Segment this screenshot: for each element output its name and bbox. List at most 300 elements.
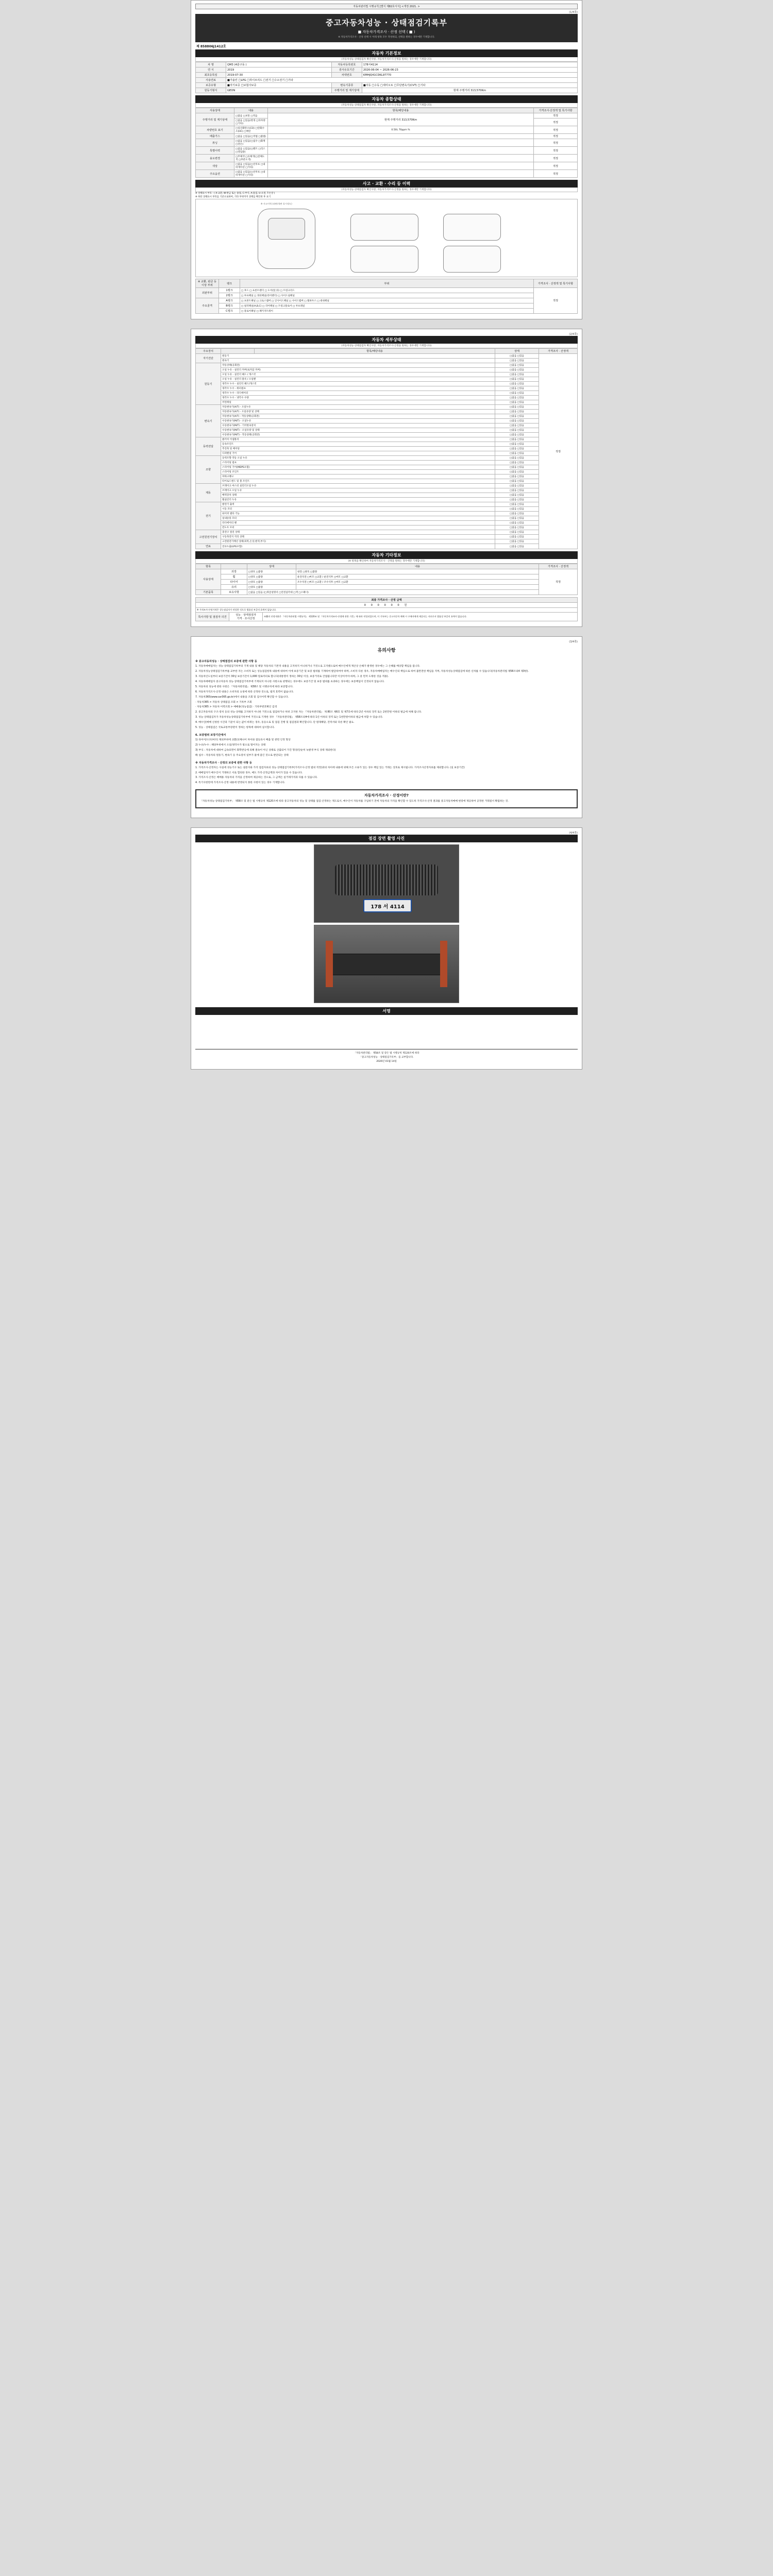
others-key: 유리 <box>221 585 247 590</box>
overall-right-value: 적정 <box>534 155 578 162</box>
detail-row <box>196 414 578 419</box>
document-subnote: ※ 자동차가격조사 · 산정 선택 시 아래 항목 모두 작성하되, 선택을 원하는 경우에만 기재합니다. <box>338 36 435 39</box>
detail-item-state[interactable]: □없음 □있음 <box>495 512 539 516</box>
detail-row <box>196 484 578 488</box>
detail-item-label: 수동변속기(M/T) - 기어변속장치 <box>221 423 495 428</box>
notice-paragraph: 3. 가격조사·산정은 매매용 자동차의 가격을 산정하여 제공하는 것으로, 그 금액은 실거래가격과 다를 수 있습니다. <box>195 776 318 779</box>
others-detail: □없음 □있음 (□취급설명서 □안전삼각대 □잭 □스패너) <box>247 590 539 595</box>
detail-item-state[interactable]: □없음 □있음 <box>495 498 539 502</box>
others-value: □양호 □불량 <box>247 569 296 574</box>
detail-item-label: 원동기 <box>221 354 495 359</box>
detail-item-state[interactable]: □없음 □있음 <box>495 470 539 474</box>
overall-right-value: 적정 <box>534 147 578 155</box>
inspector-label: 성능 · 상태점검자 <box>235 614 257 617</box>
detail-item-label: 수동변속기(M/T) - 오일유량 및 상태 <box>221 428 495 433</box>
overall-row-detail: □없음 □있음(□선루프 □내비게이션 □기타) <box>234 170 268 178</box>
detail-item-state[interactable]: □없음 □있음 <box>495 382 539 386</box>
basic-row-value: ■자동 □수동 □세미오토 □무단변속기(CVT) □기타 <box>362 83 577 88</box>
detail-item-label: 추진축 및 베어링 <box>221 447 495 451</box>
overall-row-detail: □없음 □있음(변경 □타차량 □기타) <box>234 118 268 126</box>
detail-row <box>196 521 578 526</box>
detail-group-label: 조향 <box>196 456 221 484</box>
document-header <box>195 14 578 42</box>
detail-item-state[interactable]: □없음 □있음 <box>495 354 539 359</box>
detail-row <box>196 442 578 447</box>
detail-item-label: 브레이크 오일 누유 <box>221 488 495 493</box>
overall-row-detail: □없음 □있음(□렌트 □리스 □영업용) <box>234 147 268 155</box>
accident-panel-table <box>195 279 578 314</box>
car-roof-area <box>268 218 305 240</box>
others-side-label: 사용상태 <box>196 569 221 590</box>
notice-paragraph: 4. 매수인(매매 신청한 시간과 기준이 되는 값이 바뀌는 경우, 동등으로 및 점검 진행 및 점검결과 확인합니다. 단 원래해당, 견적서와 다른 확인 필요. <box>195 721 355 724</box>
final-price-value: 0 0 0 0 0 0 원 <box>196 603 578 608</box>
others-col-4: 가격조사 · 산정액 <box>539 564 578 569</box>
detail-item-label: 윈도우 모터 <box>221 526 495 530</box>
detail-item-label: 디퍼렌셜 기어 <box>221 451 495 456</box>
inner-text: □ 플로어패널 □ 패키지트레이 <box>240 309 534 314</box>
definition-box <box>195 789 578 808</box>
others-value: □양호 □불량 <box>247 585 296 590</box>
detail-item-state[interactable]: □없음 □있음 <box>495 400 539 405</box>
notice-paragraph: · 자동차365 > 자동차 이력조회 > 매매용(성능점검) · 기록부번호확인 검색 <box>195 706 277 709</box>
detail-item-label: 등속조인트 <box>221 442 495 447</box>
overall-row-label: 배출가스 <box>196 134 234 139</box>
detail-row <box>196 498 578 502</box>
detail-group-label: 고전원전기장치 <box>196 530 221 544</box>
car-side-left <box>350 214 418 241</box>
overall-row-label: 주요옵션 <box>196 170 234 178</box>
detail-item-state[interactable]: □없음 □있음 <box>495 461 539 465</box>
signature-statement <box>195 1049 578 1063</box>
detail-row <box>196 428 578 433</box>
detail-row <box>196 502 578 507</box>
detail-table-body <box>196 354 578 549</box>
detail-item-state[interactable]: □없음 □있음 <box>495 437 539 442</box>
others-value: □양호 □불량 <box>247 574 296 580</box>
detail-item-state[interactable]: □없음 □있음 <box>495 396 539 400</box>
outer-panel-label: 외판부위 <box>196 288 219 298</box>
detail-item-label: 냉각수 누수 - 워터펌프 <box>221 386 495 391</box>
basic-info-table <box>195 62 578 93</box>
detail-row <box>196 363 578 368</box>
detail-item-state[interactable]: □없음 □있음 <box>495 484 539 488</box>
overall-row-label: 차량번호 표기 <box>196 126 234 134</box>
lift-arm-right <box>440 941 447 987</box>
basic-row-label: 보증유형 <box>196 83 226 88</box>
basic-row-value: KMHJQ41CDKL97770 <box>362 73 577 78</box>
basic-row-label: 차 명 <box>196 62 226 67</box>
detail-group-label: 연료 <box>196 544 221 549</box>
diagram-caption: ※ 사고이력 (외판/내판 표시정도) <box>261 202 292 206</box>
detail-row <box>196 535 578 539</box>
detail-row <box>196 461 578 465</box>
detail-item-state[interactable]: □없음 □있음 <box>495 456 539 461</box>
basic-row-label: 변속기종류 <box>331 83 362 88</box>
detail-item-state[interactable]: □없음 □있음 <box>495 474 539 479</box>
basic-row-value: 2019 <box>226 67 332 73</box>
overall-row-detail: □없음 □있음(□침수 □화재 □전손) <box>234 139 268 147</box>
signature-title-bar: 서명 <box>195 1007 578 1015</box>
signature-line-2: 「중고자동차성능 · 상태점검기록부」를 교부합니다. <box>359 1056 414 1059</box>
overall-right-value: 적정 <box>534 170 578 178</box>
detail-item-label: 와이퍼 델타 기능 <box>221 512 495 516</box>
detail-item-state[interactable]: □없음 □있음 <box>495 516 539 521</box>
detail-item-state[interactable]: □없음 □있음 <box>495 391 539 396</box>
detail-col-1 <box>221 349 255 354</box>
detail-row <box>196 526 578 530</box>
overall-row-detail: □많음 □보통 □적음 <box>234 113 268 118</box>
notice-paragraph: 3. 자동차인도일부터 보증기간이 30일 보증기간이 1,000 킬로미터로 합니다(대통령이 정하는 30일 이상, 보증거리로 간접됩니다만 이상이어야 하며, 그 중 먼저 도래한 것을 적용). <box>195 675 389 679</box>
overall-row-detail: □일산화탄소(CO) □탄화수소(HC) □매연 <box>234 126 268 134</box>
car-side-right <box>350 246 418 273</box>
section-detail-bar: 자동차 세부상태 <box>195 336 578 344</box>
detail-row <box>196 479 578 484</box>
notice-section-1-body <box>195 665 578 709</box>
detail-item-state[interactable]: □없음 □있음 <box>495 372 539 377</box>
section-basic-bar: 자동차 기본정보 <box>195 49 578 57</box>
detail-item-state[interactable]: □없음 □있음 <box>495 377 539 382</box>
detail-row <box>196 507 578 512</box>
detail-item-state[interactable]: □없음 □있음 <box>495 423 539 428</box>
others-detail <box>296 585 539 590</box>
car-rear-view <box>443 246 501 273</box>
detail-item-label: 냉각수 누수 - 냉각수 수량 <box>221 396 495 400</box>
basic-row-value: 2019-07-30 <box>226 73 332 78</box>
detail-item-label: 충전구 절연 상태 <box>221 530 495 535</box>
panel-rank-head: 랭크 <box>219 279 240 288</box>
detail-row <box>196 530 578 535</box>
detail-item-state[interactable]: □없음 □있음 <box>495 479 539 484</box>
detail-row <box>196 433 578 437</box>
others-detail: 조수석전 □마모 □교환 / 조수석후 □마모 □교환 <box>296 580 539 585</box>
lift-arm-left <box>326 941 333 987</box>
overall-right-value: 적정 <box>534 126 578 134</box>
detail-item-label: 자동변속기(A/T) - 작동상태(공회전) <box>221 414 495 419</box>
signature-line-1: 「자동차관리법」 제58조 및 같은 법 시행규칙 제120조에 따라 <box>354 1052 419 1055</box>
detail-item-state[interactable]: □없음 □있음 <box>495 428 539 433</box>
notice-paragraph: 6. 자동차가격조사·산정 내용은 소비자의 요청에 따라 산정한 것으로, 법적 효력이 없습니다. <box>195 690 294 693</box>
notice-section-3-body <box>195 738 578 758</box>
detail-row <box>196 405 578 410</box>
accident-right-value: 적정 <box>534 288 578 314</box>
others-col-0: 항목 <box>196 564 221 569</box>
detail-row <box>196 456 578 461</box>
detail-item-state[interactable]: □없음 □있음 <box>495 410 539 414</box>
overall-right-value: 적정 <box>534 139 578 147</box>
others-value: □양호 □불량 <box>247 580 296 585</box>
inner-text: □ 프론트패널 □ 크로스멤버 □ 인사이드패널 □ 사이드멤버 □ 휠하우스 □ 대쉬패널 <box>240 298 534 303</box>
overall-row-detail: □무채색 □유채색(□전체도색 □부분도색) <box>234 155 268 162</box>
detail-item-state[interactable]: □없음 □있음 <box>495 442 539 447</box>
detail-row <box>196 354 578 359</box>
basic-row-value: QM3 (4륜구동 ) <box>226 62 332 67</box>
detail-row <box>196 488 578 493</box>
detail-item-state[interactable]: □없음 □있음 <box>495 488 539 493</box>
section-overall-sub: (자동차성능·상태점검자 확인사항, 자동차가격조사·산정을 원하는 경우에만 기재합니다) <box>195 103 578 108</box>
detail-row <box>196 447 578 451</box>
detail-item-state[interactable]: □없음 □있음 <box>495 535 539 539</box>
detail-col-0: 주요장치 <box>196 349 221 354</box>
overall-row-detail: □없음 □있음(□적법 □불법) <box>234 134 268 139</box>
photo-underbody-view <box>314 925 459 1003</box>
photo-front-view <box>314 844 459 923</box>
panel-head: ※ 교환, 판금 등 이상 부위 <box>196 279 219 288</box>
accident-legend-1: ※ 상태표시 부호 : ( X:교환, W:판금 또는 용접, C:부식, A:흠집, U:요철, T:손상 ) <box>195 192 275 195</box>
section-accident-bar: 사고 · 교환 · 수리 등 이력 <box>195 180 578 188</box>
lift-platform <box>330 954 444 975</box>
basic-row-label: 사용연료 <box>196 78 226 83</box>
license-plate: 178 서 4114 <box>363 899 412 912</box>
detail-item-label: 스티어링 조인트 <box>221 470 495 474</box>
notice-paragraph: 1) 타이어/소모(마모) 제외부위에 교환/교체나이 차이와 점등표시 배출 및 관련 인정 형상 <box>195 739 291 741</box>
detail-row <box>196 391 578 396</box>
detail-item-label: 변속기 <box>221 359 495 363</box>
detail-group-label: 원동기 <box>196 363 221 405</box>
detail-item-label: 발전기 출력 <box>221 502 495 507</box>
detail-item-state[interactable]: □없음 □있음 <box>495 414 539 419</box>
overall-gas-value: 0.50L 70ppm % <box>268 126 534 134</box>
others-detail: 운전석전 □마모 □교환 / 운전석후 □마모 □교환 <box>296 574 539 580</box>
notice-section-4-body <box>195 766 578 786</box>
detail-item-label: 구동축전지 격리 상태 <box>221 535 495 539</box>
overall-col-0: 사용상태 <box>196 108 234 113</box>
overall-table <box>195 108 578 178</box>
detail-row <box>196 368 578 372</box>
form-legal-note: 자동차관리법 시행규칙 [별지 제82호서식] <개정 2021. > <box>195 4 578 9</box>
notice-paragraph: 3. 성능·상태점검자가 자동차성능상태점검기록부에 거짓으로 기재한 경우 『자동차관리법』 제58조의4에 따라 1년 이하의 징역 또는 1천만원이하의 벌금에 처할 수 있습니다. <box>195 716 383 719</box>
inner-text: □ 필러패널(A,B,C) □ 리어패널 □ 트렁크플로어 □ 루프레일 <box>240 303 534 309</box>
detail-item-label: 라디에이터 팬 <box>221 521 495 526</box>
overall-mileage-readout: 현재 주행거리 313,570Km <box>268 113 534 126</box>
detail-state-table <box>195 348 578 549</box>
final-price-title: 최종 가격조사 · 산정 금액 <box>196 598 578 603</box>
notice-paragraph: 4. 특기사항란에 가격조사·산정 내용에 반영되지 못한 사항이 있는 경우 기재합니다. <box>195 782 285 785</box>
legal-statement: 조費의 산정내용은 『자동차관리법 시행규칙』 제120조 및 『자동차가격조사·산정에 관한 기준』에 따라 작성되었으며, 이 기록부는 중고자동차 매매 시 구매자에게 제공되는 자료로서 법률상 보증의 효력이 없습니다. <box>263 613 578 621</box>
detail-item-label: 냉각수 누수 - 라디에이터 <box>221 391 495 396</box>
basic-row-value: 2026-06-04 ~ 2026-06-23 <box>362 67 577 73</box>
detail-item-state[interactable]: □없음 □있음 <box>495 544 539 549</box>
car-front-view <box>443 214 501 241</box>
detail-item-label: 파워크랭크 <box>221 474 495 479</box>
detail-item-state[interactable]: □없음 □있음 <box>495 526 539 530</box>
basic-row-value: 178서4114 <box>362 62 577 67</box>
others-col-2: 상태 <box>247 564 296 569</box>
detail-row <box>196 410 578 414</box>
detail-col-1b: 항목/해당내용 <box>255 349 495 354</box>
detail-row <box>196 539 578 544</box>
others-basic-items-label: 기본품목 <box>196 590 221 595</box>
inner-frame-label: 주요골격 <box>196 298 219 314</box>
detail-group-label: 제동 <box>196 484 221 502</box>
overall-right-value: 적정 <box>534 162 578 170</box>
inner-rank: A랭크 <box>219 298 240 303</box>
notice-paragraph: 4. 자동차매매업자 중고자동차 성능·상태점검기록부에 기재되지 아니한 사항으로 판명되는 경우에도 보증기간 및 보증 범위를 초과하는 경우에는 보증책임이 인정되지 않습니다. <box>195 680 385 683</box>
detail-row <box>196 470 578 474</box>
basic-row-label: 최초등록일 <box>196 73 226 78</box>
others-right-value: 적정 <box>539 569 578 595</box>
overall-row-detail: □없음 □있음(□선루프 □내비게이션 □기타) <box>234 162 268 170</box>
definition-title: 자동차가격조사 · 산정이란? <box>364 793 409 798</box>
detail-group-label: 동력전달 <box>196 437 221 456</box>
detail-item-state[interactable]: □없음 □있음 <box>495 521 539 526</box>
overall-row-label: 색상 <box>196 162 234 170</box>
notice-section-3-head: 6. 보증범위 보장기간에서 <box>195 734 226 737</box>
opinion-label: 특이사항 및 점검자 의견 <box>196 613 229 621</box>
section-overall-bar: 자동차 종합상태 <box>195 95 578 103</box>
detail-item-state[interactable]: □없음 □있음 <box>495 405 539 410</box>
overall-row-label: 특별이력 <box>196 147 234 155</box>
overall-col-2: 항목/해당내용 <box>268 108 534 113</box>
detail-item-label: 냉각수 누수 - 실린더 헤드/개스킷 <box>221 382 495 386</box>
notice-paragraph: 2) 누유/누수 : 해당부위에서 오일/냉각수가 밖으로 떨어지는 상태 <box>195 743 266 747</box>
overall-right-value: 적정 <box>534 134 578 139</box>
detail-item-state[interactable]: □없음 □있음 <box>495 451 539 456</box>
signature-line-3: 2026년 01월 14일 <box>376 1060 397 1063</box>
signature-area <box>195 1015 578 1046</box>
notice-paragraph: 1. 가격조사·산정자는 사실에 성능기구 또는 설문지와 가격 점검자료의 성능·상태점검기록부(가격조사·산정 범위 적정)과의 차이에 내용에 위해 모든 오류가 있는 경우 책임 있는 거래는 상호로 제시됩니다. 가격조사산정자료를 제외합니다. (실 보증기간) <box>195 766 465 769</box>
detail-group-label: 자기진단 <box>196 354 221 363</box>
notice-paragraph: 5. 자동차의 성능에 관한 사항은 『자동차관리법』 제58조 및 시행규칙에 따라 보증합니다. <box>195 685 293 688</box>
detail-item-label: 브레이크 마스터 실린더오일 누유 <box>221 484 495 488</box>
detail-item-label: 시동 모터 <box>221 507 495 512</box>
inspection-photos <box>195 844 578 1003</box>
detail-right-value: 적정 <box>539 354 578 549</box>
page-number-4: (4/4쪽) <box>569 832 578 835</box>
accident-legend-2: ※ 하단 상태표시 부호를 기준으로하여, 기타 부위까지 상태를 확인한 후 표기 <box>195 195 271 198</box>
notice-paragraph: 2. 자동차성능상태점검기록부를 교부한 자는 소비자 또는 성능점검항목 내용에 대하여 이에 보증기간 및 보증 범위를 기재하여 발급하여야 하며, 소비자 다른 경우, 자동차매매업자는 매수인의 책임으로 하여 불완전한 책임을 지며, 자동차성능상태점검에 따른 신차를 수 있습니다(자동차관리법 제58조의4 제3항). <box>195 670 529 673</box>
detail-item-state[interactable]: □없음 □있음 <box>495 433 539 437</box>
detail-item-state[interactable]: □없음 □있음 <box>495 419 539 423</box>
section-basic-sub: (자동차성능·상태점검자 확인사항, 자동차가격조사·산정을 원하는 경우에만 기재합니다) <box>195 57 578 62</box>
detail-item-label: 커먼레일 <box>221 400 495 405</box>
detail-col-3: 가격조사 · 산정액 <box>539 349 578 354</box>
page-number-1: (1/4쪽) <box>569 11 578 14</box>
basic-row-label: 검사유효기간 <box>331 67 362 73</box>
notice-paragraph: 3) 부식 : 자동차에 대하여 금속표면이 화학반응에 의해 결속이 아닌 상태로 산출되어 가진 형상(단순히 녹발생 부식 상태 제외한다) <box>195 749 336 752</box>
detail-item-label: 클러치 어셈블리 <box>221 437 495 442</box>
inner-rank: B랭크 <box>219 303 240 309</box>
photos-title-bar: 점검 장면 촬영 사진 <box>195 835 578 842</box>
engine-type-label: 원동기형식 <box>196 88 226 93</box>
others-col-3: 내용 <box>296 564 539 569</box>
detail-item-label: 자동변속기(A/T) - 오일누유 <box>221 405 495 410</box>
others-key: 보유사항 <box>221 590 247 595</box>
notice-paragraph: 2. 중고자동차의 구조·장치 등의 성능·상태를 고지하지 아니한 거짓으로 점검하거나 허위 고지한 자는 『자동차관리법』 제 80조 제6호 및 제7호에 따라 2년 이하의 징역 또는 2천만원 이하의 벌금에 처해 집니다. <box>195 711 422 714</box>
notice-title: 유의사항 <box>377 648 396 654</box>
vehicle-grille <box>335 865 438 895</box>
others-key: 휠 <box>221 574 247 580</box>
detail-item-state[interactable]: □없음 □있음 <box>495 363 539 368</box>
detail-row <box>196 512 578 516</box>
detail-item-label: 휠실린더 누유 <box>221 498 495 502</box>
panel-content-head: 부위 <box>240 279 534 288</box>
detail-item-label: 배력장치 상태 <box>221 493 495 498</box>
overall-right-value: 적정 <box>534 118 578 126</box>
notice-section-1-head: ※ 중고자동차성능 · 상태점검의 보증에 관한 사항 등 <box>195 660 257 664</box>
detail-item-label: 연료누출(LPG포함) <box>221 544 495 549</box>
detail-row <box>196 516 578 521</box>
overall-col-3: 가격조사·산정액 및 특기사항 <box>534 108 578 113</box>
detail-item-state[interactable]: □없음 □있음 <box>495 493 539 498</box>
engine-type-value: GEON <box>226 88 332 93</box>
others-key: 타이어 <box>221 580 247 585</box>
detail-item-state[interactable]: □없음 □있음 <box>495 386 539 391</box>
overall-row-label: 튜닝 <box>196 139 234 147</box>
others-table <box>195 564 578 595</box>
sheet-page-4 <box>191 827 582 1069</box>
inner-rank: C랭크 <box>219 309 240 314</box>
section-others-bar: 자동차 기타정보 <box>195 551 578 559</box>
detail-row <box>196 493 578 498</box>
overall-row-label: 용도변경 <box>196 155 234 162</box>
detail-item-label: 실내송풍 모터 <box>221 516 495 521</box>
detail-item-label: 수동변속기(M/T) - 오일누유 <box>221 419 495 423</box>
detail-row <box>196 437 578 442</box>
notice-section-4-head: ※ 자동차가격조사 · 산정의 보증에 관한 사항 등 <box>195 761 252 765</box>
mileage-label: 주행거리 및 계기상태 <box>331 88 362 93</box>
panel-right-head: 가격조사 · 산정액 및 특기사항 <box>534 279 578 288</box>
document-title: 중고자동차성능 · 상태점검기록부 <box>325 18 447 27</box>
notice-paragraph: · 자동차365 > 자동차 상태점검 조회 > 기록부 조회 <box>195 701 252 704</box>
detail-row <box>196 377 578 382</box>
notice-section-2-body <box>195 710 578 730</box>
document-number: 제 858806J1412호 <box>196 45 226 48</box>
section-detail-sub: (자동차성능·상태점검자 확인사항, 자동차가격조사·산정을 원하는 경우에만 기재합니다) <box>195 344 578 348</box>
detail-row <box>196 451 578 456</box>
detail-item-label: 스티어링 펌프 <box>221 461 495 465</box>
detail-row <box>196 544 578 549</box>
final-price-table <box>195 597 578 621</box>
detail-item-state[interactable]: □없음 □있음 <box>495 447 539 451</box>
detail-item-state[interactable]: □없음 □있음 <box>495 530 539 535</box>
basic-row-value: ■가솔린 □LPG □하이브리드 □전기 □수소전기 □기타 <box>226 78 578 83</box>
price-assessor-label: 가격 · 조사산정 <box>237 617 255 621</box>
detail-group-label: 전기 <box>196 502 221 530</box>
detail-item-state[interactable]: □없음 □있음 <box>495 368 539 372</box>
notice-paragraph: 1. 자동차매매업자는 성능·상태점검기록부의 기재 내용 및 해당 자동차의 기본적 내용을 고지하지 아니하거나 거짓으로 고지했으로써 매수인에게 재산상 손해가 발생한 경우에는 그 손해를 배상할 책임을 집니다. <box>195 665 421 668</box>
overall-row-label: 주행거리 및 계기상태 <box>196 113 234 126</box>
detail-row <box>196 396 578 400</box>
mileage-value: 현재 주행거리 313,570Km <box>362 88 577 93</box>
outer-text-1: □ 후드 □ 프론트펜더 □ 도어(앞,뒤) □ 트렁크리드 <box>240 288 534 293</box>
page-number-2: (2/4쪽) <box>569 333 578 336</box>
detail-group-label: 변속기 <box>196 405 221 437</box>
detail-item-state[interactable]: □없음 □있음 <box>495 359 539 363</box>
detail-item-state[interactable]: □없음 □있음 <box>495 502 539 507</box>
detail-item-label: 타이로드엔드 및 볼 조인트 <box>221 479 495 484</box>
detail-item-state[interactable]: □없음 □있음 <box>495 465 539 470</box>
sheet-page-2 <box>191 329 582 627</box>
basic-row-label: 차대번호 <box>331 73 362 78</box>
detail-item-label: 스티어링 기어(MDPS포함) <box>221 465 495 470</box>
section-others-sub: (※ 항목을 확인하여 자동차가격조사 · 산정을 원하는 경우에만 기재합니다) <box>195 559 578 564</box>
detail-item-state[interactable]: □없음 □있음 <box>495 539 539 544</box>
detail-row <box>196 386 578 391</box>
notice-paragraph: 4) 침수 : 자동차의 원동기, 변속기 등 주요장치 일부가 물에 잠긴 것으로 판단되는 상태 <box>195 754 289 757</box>
sheet-page-1 <box>191 0 582 319</box>
detail-item-state[interactable]: □없음 □있음 <box>495 507 539 512</box>
detail-row <box>196 465 578 470</box>
outer-rank-1: 1랭크 <box>219 288 240 293</box>
others-key: 외장 <box>221 569 247 574</box>
basic-row-value: ■자기보증 □보험사보증 <box>226 83 332 88</box>
basic-row-label: 연 식 <box>196 67 226 73</box>
detail-row <box>196 474 578 479</box>
detail-item-label: 동력조향 작동 오일 누유 <box>221 456 495 461</box>
document-subtitle: ■ 자동차가격조사 · 산정 선택 ( ■ ) <box>358 30 415 34</box>
detail-item-label: 오일 누유 - 실린더 블록 / 오일팬 <box>221 377 495 382</box>
detail-row <box>196 382 578 386</box>
